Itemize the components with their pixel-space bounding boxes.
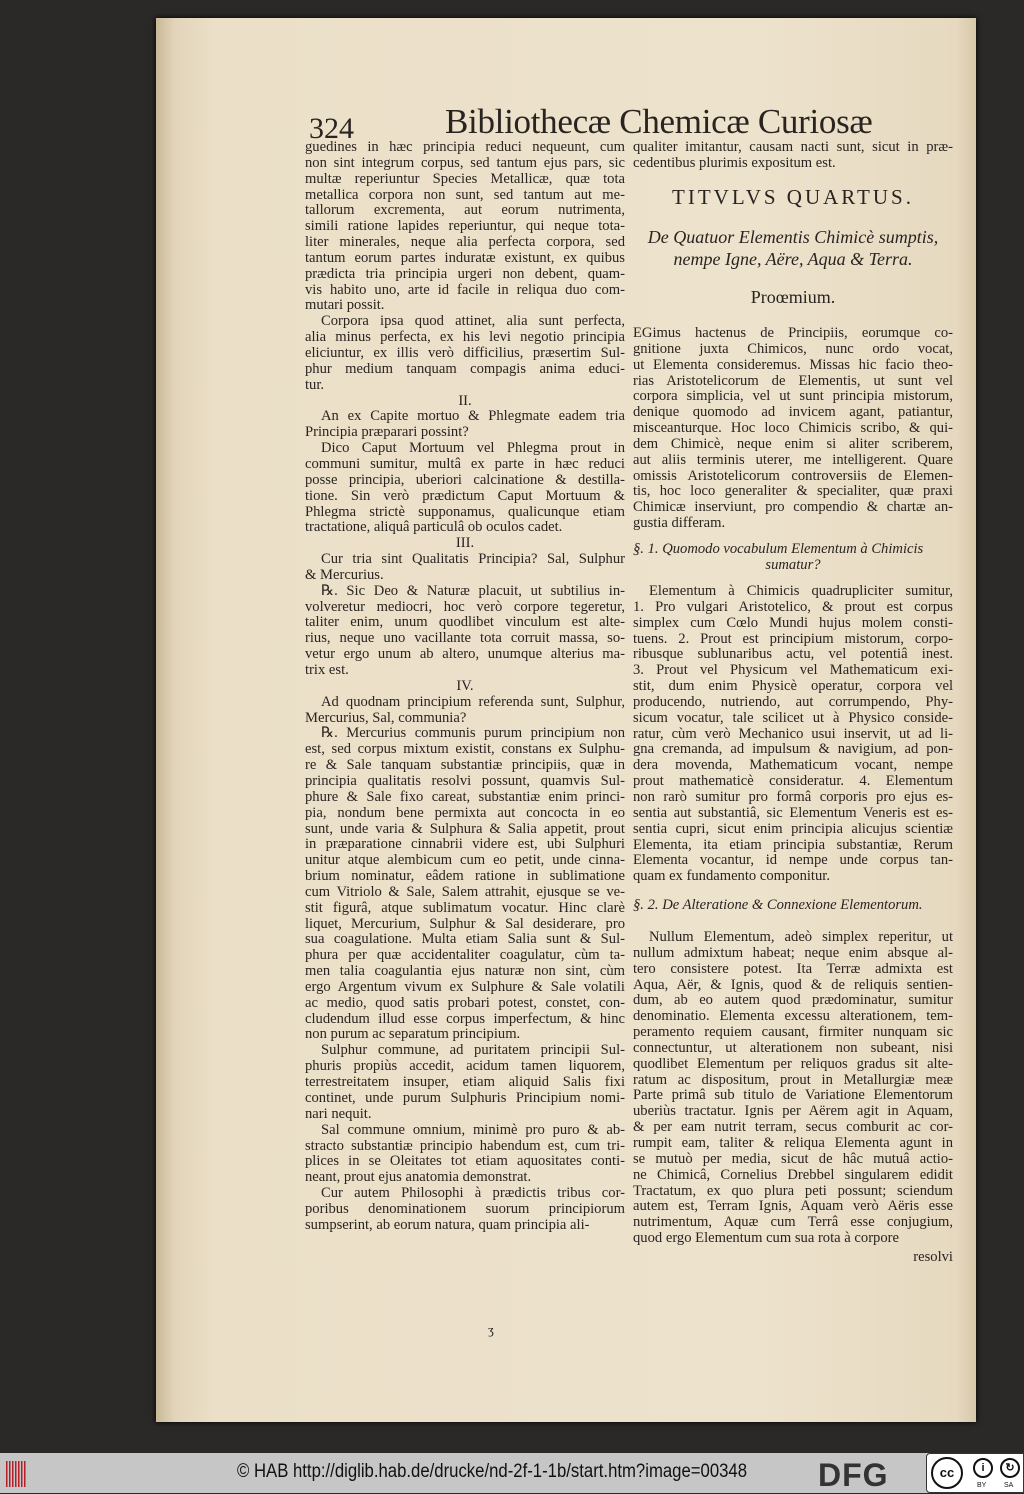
text-line: alia minus perfecta, ex his levi negotio principia bbox=[305, 329, 625, 346]
text-line: peramento requiem causant, firmiter nunquam sic bbox=[633, 1024, 953, 1041]
text-line: denominatio. Elementa excessu alterationem, tem- bbox=[633, 1008, 953, 1025]
text-line: Cur autem Philosophi à prædictis tribus cor- bbox=[321, 1185, 625, 1202]
text-line: communi sumitur, multâ ex parte in hæc reduci bbox=[305, 455, 625, 472]
text-line: principia qualitatis resolvi possunt, quamvis Sul- bbox=[305, 772, 625, 789]
text-line: TITVLVS QUARTUS. bbox=[672, 185, 914, 209]
text-line: Sulphur commune, ad puritatem principii Sul- bbox=[321, 1042, 625, 1059]
text-line: ratur, cùm verò Mechanico usui inservit, ut ad li- bbox=[633, 725, 953, 742]
text-line: multæ reperiuntur Species Metallicæ, quæ tota bbox=[305, 170, 625, 187]
text-line: Cur tria sint Qualitatis Principia? Sal, Sulphur bbox=[321, 551, 625, 568]
text-line: mutari possit. bbox=[305, 297, 385, 314]
text-line: non sint integrum corpus, sed tantum ejus pars, sic bbox=[305, 154, 625, 171]
text-line: eliciuntur, ex illis verò difficilius, præsertim Sul- bbox=[305, 345, 625, 362]
text-line: posse principia, uberiori calcinatione & destilla- bbox=[305, 471, 625, 488]
block-catchword bbox=[633, 1250, 953, 1266]
text-line: quod ergo Elementum cum sua rota à corpore bbox=[633, 1230, 899, 1247]
text-line: tis, hoc loco generaliter & specialiter, quæ praxi bbox=[633, 483, 953, 500]
text-line: tantum eorum partes induratæ existunt, ex quibus bbox=[305, 249, 625, 266]
text-line: nempe Igne, Aëre, Aqua & Terra. bbox=[673, 249, 913, 269]
text-line: Elementa, ita etiam principia substantiæ, Rerum bbox=[633, 836, 953, 853]
sa-share-icon: ↻ bbox=[1000, 1458, 1020, 1478]
hab-logo-icon bbox=[6, 1461, 26, 1487]
block-para bbox=[305, 409, 625, 441]
text-line: Elementa vocantur, id nempe unde corpus tan- bbox=[633, 852, 953, 869]
text-line: non purum ac separatum principium. bbox=[305, 1026, 521, 1043]
block-section bbox=[633, 542, 953, 574]
text-line: & per eam nutrit terram, secus comburit ac cor- bbox=[633, 1119, 953, 1136]
running-title: Bibliothecæ Chemicæ Curiosæ bbox=[445, 102, 873, 141]
text-line: §. 2. De Alteratione & Connexione Elementorum. bbox=[633, 897, 923, 913]
block-para bbox=[633, 584, 953, 885]
text-line: An ex Capite mortuo & Phlegmate eadem tria bbox=[321, 408, 625, 425]
text-line: dum, ab eo autem quod prædominatur, sumitur bbox=[633, 992, 953, 1009]
text-line: prædicta tria principia urgeri non debent, quam- bbox=[305, 265, 625, 282]
block-text bbox=[305, 140, 625, 314]
text-line: gnitione juxta Chimicos, nunc ordo vocat, bbox=[633, 340, 953, 357]
text-line: corpora simplicia, vel ut sunt principia mistorum, bbox=[633, 388, 953, 405]
text-line: phuris propiùs accedit, acidum tamen liquorem, bbox=[305, 1058, 625, 1075]
text-line: phur medium tanquam compagis anima educi- bbox=[305, 360, 625, 377]
text-line: rius, neque uno vacillante tota corruit massa, so- bbox=[305, 630, 625, 647]
text-line: uberiùs tractatur. Ignis per Aërem agit in Aquam, bbox=[633, 1103, 953, 1120]
footer-bar bbox=[0, 1453, 1024, 1493]
text-line: De Quatuor Elementis Chimicè sumptis, bbox=[647, 227, 939, 247]
text-line: ac medio, quod satis probari potest, constet, con- bbox=[305, 994, 625, 1011]
text-line: Sal commune omnium, minimè pro puro & ab- bbox=[321, 1121, 625, 1138]
text-line: sunt, unde varia & Sulphura & Salia appetit, prout bbox=[305, 820, 625, 837]
text-line: vis habito uno, arte id facile in reliqua duo com- bbox=[305, 281, 625, 298]
text-line: Proœmium. bbox=[750, 287, 836, 307]
text-line: §. 1. Quomodo vocabulum Elementum à Chimicis bbox=[633, 541, 924, 557]
block-para bbox=[633, 930, 953, 1247]
text-line: tero consistere potest. Ita Terræ admixta est bbox=[633, 960, 953, 977]
block-num bbox=[305, 394, 625, 410]
block-para bbox=[305, 441, 625, 536]
text-line: rias Aristotelicorum de Elementis, ut sunt vel bbox=[633, 372, 953, 389]
text-line: ne Chimicâ, Cornelius Drebbel singularem edidit bbox=[633, 1166, 953, 1183]
by-label: BY bbox=[977, 1482, 987, 1489]
text-line: nari nequit. bbox=[305, 1105, 372, 1122]
text-line: sumpserint, ab eorum natura, quam principia ali- bbox=[305, 1216, 590, 1233]
text-line: tallorum excrementa, aut eorum nutrimenta, bbox=[305, 202, 625, 219]
text-line: tur. bbox=[305, 376, 325, 393]
by-person-icon: i bbox=[973, 1458, 993, 1478]
text-line: stit figurâ, atque sublimatum vocatur. Hinc clarè bbox=[305, 899, 625, 916]
text-line: Dico Caput Mortuum vel Phlegma prout in bbox=[321, 440, 625, 457]
text-line: Phlegma strictè supponamus, qualicunque etiam bbox=[305, 503, 625, 520]
text-line: pia, nondum bene permixta aut concocta in eo bbox=[305, 804, 625, 821]
text-line: producendo, nutriendo, aut corrumpendo, Phy- bbox=[633, 693, 953, 710]
text-line: Elementum à Chimicis quadrupliciter sumitur, bbox=[649, 583, 953, 599]
block-para bbox=[305, 1123, 625, 1186]
text-line: plices in se Oleitates tot etiam aquositates conti- bbox=[305, 1153, 625, 1170]
text-line: vetur ergo unum ab altero, unumque alterius ma- bbox=[305, 646, 625, 663]
text-line: dera movenda, Mathematicum vocant, nempe bbox=[633, 757, 953, 774]
text-line: sua coagulatione. Multa etiam Salia sunt & Sul- bbox=[305, 931, 625, 948]
text-line: ratum ac dispositum, prout in Metallurgiæ meæ bbox=[633, 1071, 953, 1088]
block-proem bbox=[633, 286, 953, 308]
text-line: IV. bbox=[456, 677, 474, 694]
text-line: re & Sale tanquam substantiæ principiis, quæ in bbox=[305, 757, 625, 774]
text-line: II. bbox=[458, 392, 472, 409]
text-line: misceanturque. Hoc loco Chimicis scribo, & qui- bbox=[633, 420, 953, 437]
text-line: brium nominatur, eâdem ratione in sublimatione bbox=[305, 868, 625, 885]
text-line: taliter enim, unum quodlibet vinculum est alte- bbox=[305, 614, 625, 631]
text-line: liquet, Mercurium, Sulphur & Sal desiderare, pro bbox=[305, 915, 625, 932]
text-line: & Mercurius. bbox=[305, 566, 384, 583]
text-line: connectuntur, ut alterationem non subeant, nisi bbox=[633, 1039, 953, 1056]
text-line: omissis Aristotelicorum controversiis de Elemen- bbox=[633, 467, 953, 484]
text-line: gna cremanda, ad impulsum & navigium, ad pon- bbox=[633, 741, 953, 758]
text-line: non rarò sumitur pro formâ corporis pro ejus es- bbox=[633, 788, 953, 805]
text-line: se mutuò per media, sicut de hâc mutuâ actio- bbox=[633, 1150, 953, 1167]
text-line: cedentibus plurimis expositum est. bbox=[633, 154, 836, 171]
text-line: Tractatum, ex quo plura peti possunt; sciendum bbox=[633, 1182, 953, 1199]
text-line: Nullum Elementum, adeò simplex reperitur, ut bbox=[649, 929, 953, 945]
text-line: nullum admixtum habeat; neque enim absque al- bbox=[633, 944, 953, 961]
text-line: dem Chimicè, neque enim si aliter scriberem, bbox=[633, 435, 953, 452]
text-line: quodlibet Elementum per reliquos gradus sit alte- bbox=[633, 1055, 953, 1072]
text-line: stit, dum enim Physicè operatur, corpora vel bbox=[633, 678, 953, 695]
text-line: neant, prout ejus anatomia demonstrat. bbox=[305, 1169, 532, 1186]
block-text bbox=[633, 326, 953, 532]
text-line: Mercurius, Sal, communia? bbox=[305, 709, 467, 726]
text-line: qualiter imitantur, causam nacti sunt, sicut in præ- bbox=[633, 139, 953, 155]
block-para bbox=[305, 314, 625, 393]
text-line: ut Elementa consideremus. Missas hic facio theo- bbox=[633, 356, 953, 373]
text-line: volveretur mediocri, hoc verò corpore tegeretur, bbox=[305, 598, 625, 615]
block-para bbox=[305, 552, 625, 584]
text-line: rumpit eam, taliter & reliqua Elementa agunt in bbox=[633, 1134, 953, 1151]
text-line: liter minerales, neque alia perfecta corpora, sed bbox=[305, 234, 625, 251]
text-line: III. bbox=[455, 535, 475, 552]
text-line: denique quomodo ad invicem agant, patiantur, bbox=[633, 404, 953, 421]
text-line: men talia coagulantia ejus naturæ non sint, cùm bbox=[305, 963, 625, 980]
text-line: resolvi bbox=[913, 1249, 953, 1265]
text-line: sicum vocatur, tale scilicet ut à Physico conside- bbox=[633, 709, 953, 726]
right-column bbox=[633, 140, 953, 1270]
text-line: Aqua, Aër, & Ignis, quod & de reliquis sentien- bbox=[633, 976, 953, 993]
block-para bbox=[305, 1186, 625, 1234]
text-line: 3. Prout vel Physicum vel Mathematicum exi- bbox=[633, 662, 953, 679]
text-line: Chimicæ inserviunt, pro compendio & chartæ an- bbox=[633, 499, 953, 516]
text-line: Parte primâ sub titulo de Variatione Elementorum bbox=[633, 1087, 953, 1104]
text-line: tractatione, aliquâ particulâ ob oculos cadet. bbox=[305, 519, 563, 536]
text-line: sentia cupri, sicut enim principia alicujus scientiæ bbox=[633, 820, 953, 837]
text-line: sumatur? bbox=[765, 556, 821, 573]
block-text bbox=[633, 140, 953, 172]
text-line: nutrimentum, Aquæ cum Terrâ esse conjugium, bbox=[633, 1214, 953, 1231]
text-line: ℞. Sic Deo & Naturæ placuit, ut subtilius in- bbox=[321, 582, 625, 599]
text-line: stracto substantiæ principio habendum est, cum tri- bbox=[305, 1137, 625, 1154]
text-line: in præparatione cinnabrii videre est, ubi Sulphuri bbox=[305, 836, 625, 853]
copyright-link[interactable]: © HAB http://diglib.hab.de/drucke/nd-2f-1-1b/start.htm?image=00348 bbox=[237, 1461, 748, 1482]
text-line: phura per quæ accidentaliter coagulatur, cùm ta- bbox=[305, 947, 625, 964]
text-line: simili ratione lapides reperiuntur, qui neque tota- bbox=[305, 218, 625, 235]
signature-mark: ʒ bbox=[488, 1322, 494, 1337]
block-para bbox=[305, 726, 625, 1043]
text-line: quam ex fundamento componitur. bbox=[633, 868, 830, 885]
text-line: gustia differam. bbox=[633, 515, 726, 532]
text-line: Principia præparari possint? bbox=[305, 424, 469, 441]
text-line: aut aliis terminis uterer, me intelligerent. Quare bbox=[633, 451, 953, 468]
text-line: est, sed corpus mixtum existit, constans ex Sulphu- bbox=[305, 741, 625, 758]
dfg-logo: DFG bbox=[818, 1457, 889, 1493]
cc-icon: cc bbox=[931, 1457, 963, 1489]
text-line: cludendum illud esse corpus imperfectum, & hinc bbox=[305, 1010, 625, 1027]
text-line: sentia aut substantiâ, sic Elementum Veneris est es- bbox=[633, 804, 953, 821]
text-line: guedines in hæc principia reduci nequeunt, cum bbox=[305, 139, 625, 155]
text-line: tione. Sin verò prædictum Caput Mortuum & bbox=[305, 487, 625, 504]
text-line: EGimus hactenus de Principiis, eorumque co- bbox=[633, 325, 953, 341]
text-line: trix est. bbox=[305, 662, 349, 679]
text-line: Corpora ipsa quod attinet, alia sunt perfecta, bbox=[321, 313, 625, 330]
block-num bbox=[305, 536, 625, 552]
text-line: Ad quodnam principium referenda sunt, Sulphur, bbox=[321, 693, 625, 710]
page-number: 324 bbox=[309, 112, 354, 145]
text-line: terrestreitatem insuper, etiam aliquid Salis fixi bbox=[305, 1074, 625, 1091]
text-line: autem est, Terram Ignis, Aquam verò Aëris esse bbox=[633, 1198, 953, 1215]
block-para bbox=[305, 1043, 625, 1122]
block-section bbox=[633, 898, 953, 914]
text-line: cum Vitriolo & Sale, Salem attrahit, ejusque se ve- bbox=[305, 883, 625, 900]
text-line: ℞. Mercurius communis purum principium non bbox=[321, 725, 625, 742]
text-line: 1. Pro vulgari Aristotelico, & prout est corpus bbox=[633, 598, 953, 615]
text-line: unitur atque alembicum cum eo petit, unde cinna- bbox=[305, 852, 625, 869]
text-line: poribus denominationem suorum principiorum bbox=[305, 1200, 625, 1217]
block-title bbox=[633, 185, 953, 209]
block-subtitle bbox=[633, 226, 953, 270]
block-para bbox=[305, 695, 625, 727]
text-line: simplex cum Cœlo Mundi hujus molem consti- bbox=[633, 614, 953, 631]
text-line: ergo Argentum vivum ex Sulphure & Sale volatili bbox=[305, 978, 625, 995]
text-line: ribusque sublunaribus actu, vel potentiâ inest. bbox=[633, 646, 953, 663]
text-line: tuens. 2. Prout est principium mistorum, corpo- bbox=[633, 630, 953, 647]
block-num bbox=[305, 679, 625, 695]
cc-license-badge[interactable] bbox=[926, 1453, 1024, 1493]
text-line: metallica corpora non sunt, sed tantum aut me- bbox=[305, 186, 625, 203]
text-line: continet, unde purum Sulphuris Principium nomi- bbox=[305, 1089, 625, 1106]
sa-label: SA bbox=[1004, 1482, 1014, 1489]
block-para bbox=[305, 584, 625, 679]
text-line: phure & Sale fixo careat, substantiæ enim princi- bbox=[305, 788, 625, 805]
text-line: prout mathematicè consideratur. 4. Elementum bbox=[633, 773, 953, 790]
